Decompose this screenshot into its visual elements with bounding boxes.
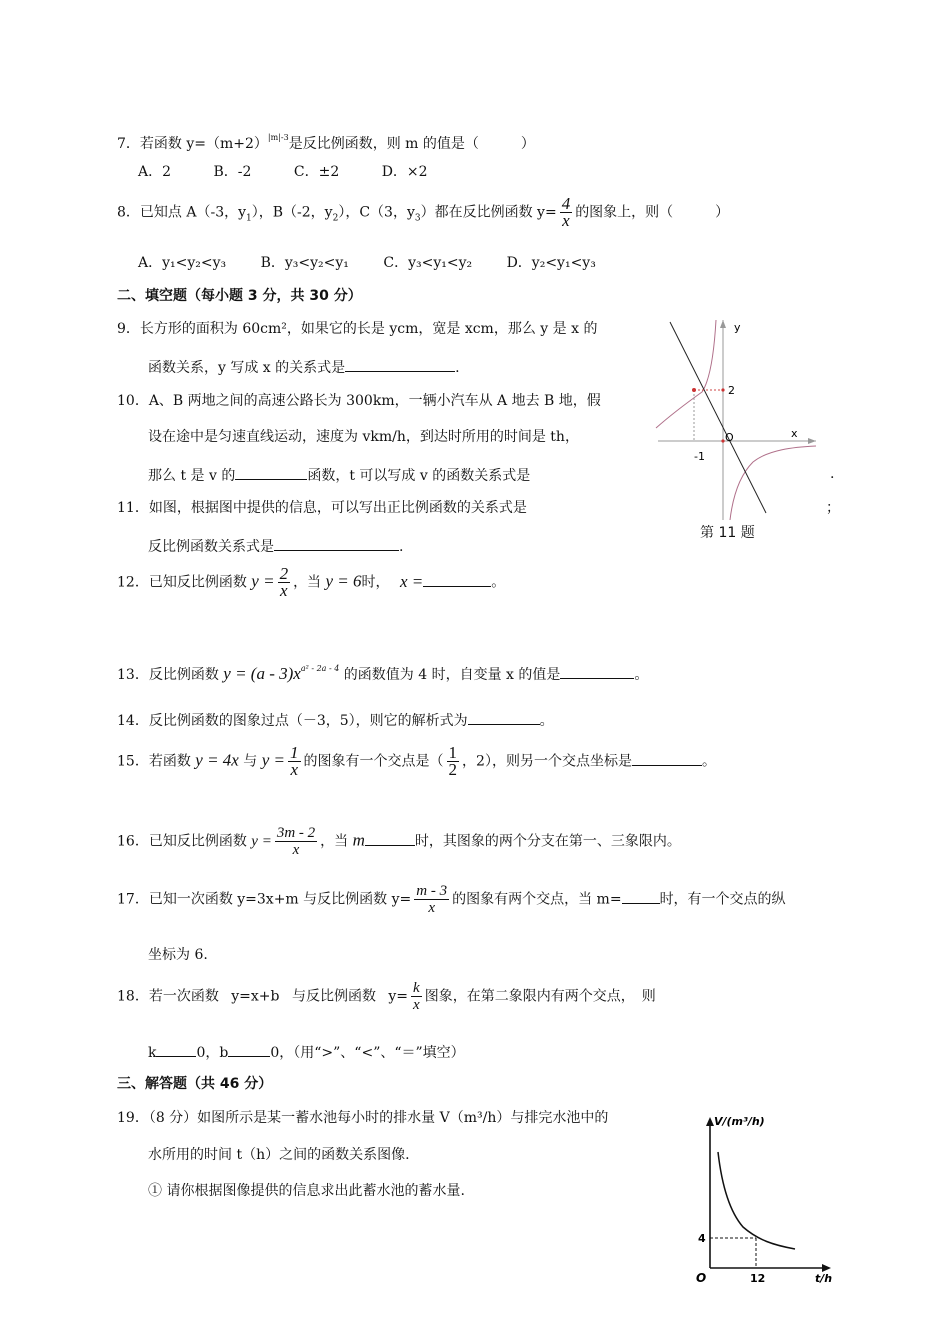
q18-fraction: $\frac{k}{x}$ (413, 980, 420, 1013)
q12-line: 12．已知反比例函数 y = $\frac{2}{x}$ ，当 y = 6时， x = 。 (117, 564, 506, 600)
q15-point-fraction: $\frac{1}{2}$ (448, 743, 458, 779)
q18-line-1: 18．若一次函数 y=x+b 与反比例函数 y= $\frac{k}{x}$ 图象，在第二象限内有两个交点， 则 (117, 980, 656, 1013)
q7-option-a: A．2 (138, 164, 172, 180)
section-2-heading: 二、填空题（每小题 3 分，共 30 分） (117, 288, 362, 304)
q11-blank[interactable] (274, 536, 399, 551)
figure-11-caption: 第 11 题 (700, 525, 755, 541)
figure-11-graph (648, 310, 838, 525)
q15-fraction: $\frac{1}{x}$ (290, 743, 299, 779)
v-axis-label: V/(m³/h) (714, 1115, 765, 1128)
q18-line-2: k 0，b 0，（用“>”、“<”、“＝”填空） (148, 1042, 465, 1062)
q8-fraction: $\frac{4}{x}$ (561, 194, 571, 230)
origin-label: O (696, 1271, 707, 1284)
q7-option-b: B．-2 (213, 164, 252, 180)
q7-option-d: D．×2 (381, 164, 428, 180)
q8-option-a: A．y₁<y₂<y₃ (138, 255, 227, 271)
q10-line-3-end: . (830, 466, 835, 482)
q12-blank[interactable] (423, 572, 491, 587)
origin-label: O (725, 431, 734, 444)
figure-19-graph (688, 1112, 838, 1284)
section-3-heading: 三、解答题（共 46 分） (117, 1076, 273, 1092)
q7-exponent: |m|-3 (267, 133, 289, 142)
q13-line: 13．反比例函数 $y = (a - 3)x^{a^2 - 2a - 4}$ 的函数值为 4 时，自变量 x 的值是 。 (117, 664, 649, 683)
proportional-line (670, 322, 766, 513)
q10-line-1: 10．A、B 两地之间的高速公路长为 300km，一辆小汽车从 A 地去 B 地，假 (117, 393, 601, 409)
y-tick-label: 2 (728, 384, 735, 397)
q18-blank-b[interactable] (228, 1042, 270, 1057)
t-tick-label: 12 (750, 1272, 766, 1284)
x-axis-label: x (791, 427, 798, 440)
q8-option-b: B．y₃<y₂<y₁ (260, 255, 349, 271)
q18-blank-k[interactable] (156, 1042, 196, 1057)
q17-fraction: $\frac{m - 3}{x}$ (416, 883, 448, 916)
q9-line-1: 9．长方形的面积为 60cm²，如果它的长是 ycm，宽是 xcm，那么 y 是 x 的 (117, 321, 598, 337)
q7-option-c: C．±2 (293, 164, 340, 180)
q15-blank[interactable] (632, 751, 702, 766)
q14-line: 14．反比例函数的图象过点（－3，5），则它的解析式为 。 (117, 710, 554, 730)
y-tick-point (721, 388, 724, 391)
t-axis-label: t/h (815, 1272, 833, 1284)
q17-line-1: 17．已知一次函数 y=3x+m 与反比例函数 y= $\frac{m - 3}{x}$ 的图象有两个交点，当 m= 时，有一个交点的纵 (117, 883, 786, 916)
q9-blank[interactable] (345, 357, 455, 372)
decay-curve (718, 1152, 795, 1249)
q9-line-2: 函数关系，y 写成 x 的关系式是 . (148, 357, 460, 377)
q10-blank-1[interactable] (235, 465, 307, 480)
intersection-point (692, 388, 696, 392)
q8-option-c: C．y₃<y₁<y₂ (383, 255, 473, 271)
q19-line-1: 19．（8 分）如图所示是某一蓄水池每小时的排水量 V（m³/h）与排完水池中的 (117, 1110, 609, 1126)
hyperbola-branch-left (656, 320, 716, 428)
q8-options (138, 254, 596, 272)
hyperbola-branch-right (730, 446, 816, 520)
q8-option-d: D．y₂<y₁<y₃ (506, 255, 596, 271)
q17-line-2: 坐标为 6. (148, 947, 208, 963)
q14-blank[interactable] (468, 710, 540, 725)
x-axis-arrow (808, 438, 816, 444)
q10-line-3: 那么 t 是 v 的 函数，t 可以写成 v 的函数关系式是 (148, 465, 530, 485)
q16-fraction: $\frac{3m - 2}{x}$ (276, 825, 316, 858)
x-tick-label: -1 (694, 450, 705, 463)
q16-line: 16．已知反比例函数 y = $\frac{3m - 2}{x}$ ，当 m 时，其图象的两个分支在第一、三象限内。 (117, 825, 681, 858)
q7-stem: 7．若函数 $y=(m+2)^{|m|-3}$是反比例函数，则 m 的值是（ ） (117, 133, 535, 152)
q8-stem: 8．已知点 A（-3，$y_1$），B（-2，$y_2$），C（3，$y_3$）都在反比例函数 y= $\frac{4}{x}$ 的图象上，则（ ） (117, 194, 730, 230)
q19-line-2: 水所用的时间 t（h）之间的函数关系图像. (148, 1147, 410, 1163)
q11-line-2: 反比例函数关系式是 . (148, 536, 403, 556)
q16-blank[interactable] (365, 831, 415, 846)
q11-line-1-end: ； (826, 500, 840, 516)
q13-blank[interactable] (560, 664, 634, 679)
q10-line-2: 设在途中是匀速直线运动，速度为 vkm/h，到达时所用的时间是 th， (148, 429, 579, 445)
v-axis-arrow (706, 1117, 714, 1126)
q7-options (138, 163, 428, 181)
v-tick-label: 4 (698, 1232, 706, 1245)
q11-line-1: 11．如图，根据图中提供的信息，可以写出正比例函数的关系式是 (117, 500, 527, 516)
y-axis-arrow (720, 320, 726, 328)
t-axis-arrow (822, 1264, 831, 1272)
q17-blank[interactable] (622, 889, 660, 904)
q19-line-3: ① 请你根据图像提供的信息求出此蓄水池的蓄水量. (148, 1183, 465, 1199)
q12-fraction: $\frac{2}{x}$ (279, 564, 289, 600)
y-axis-label: y (734, 321, 741, 334)
q15-line: 15．若函数 y = 4x 与 y = $\frac{1}{x}$ 的图象有一个交点是（ $\frac{1}{2}$ ，2），则另一个交点坐标是 。 (117, 743, 716, 779)
